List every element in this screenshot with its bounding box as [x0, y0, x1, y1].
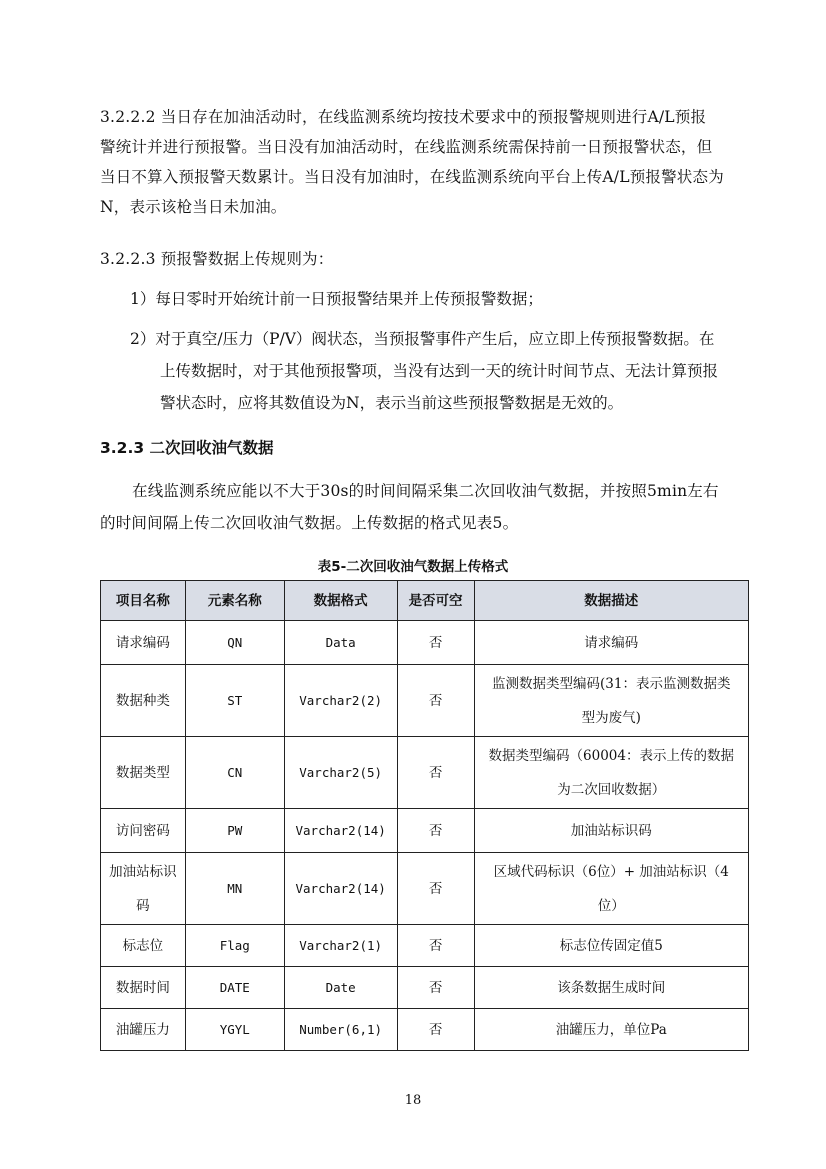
cell-nullable: 否 [397, 809, 474, 853]
cell-format: Varchar2(1) [284, 925, 397, 967]
cell-nullable: 否 [397, 853, 474, 925]
cell-name: 数据类型 [101, 737, 186, 809]
cell-nullable: 否 [397, 925, 474, 967]
paragraph-line: 的时间间隔上传二次回收油气数据。上传数据的格式见表5。 [100, 514, 519, 532]
table-row [101, 621, 749, 665]
cell-name-line: 码 [136, 897, 150, 914]
cell-format: Varchar2(5) [284, 737, 397, 809]
cell-format: Varchar2(14) [284, 809, 397, 853]
cell-desc [474, 665, 749, 737]
cell-nullable: 否 [397, 737, 474, 809]
cell-name: 标志位 [101, 925, 186, 967]
paragraph-line: N，表示该枪当日未加油。 [100, 198, 287, 216]
data-format-table [100, 580, 749, 1051]
table-row [101, 809, 749, 853]
cell-element: DATE [185, 967, 284, 1009]
list-item-line: 2）对于真空/压力（P/V）阀状态，当预报警事件产生后，应立即上传预报警数据。在 [130, 330, 715, 348]
paragraph-3-2-2-2 [100, 102, 750, 222]
cell-nullable: 否 [397, 967, 474, 1009]
table-row [101, 925, 749, 967]
cell-desc: 请求编码 [474, 621, 749, 665]
cell-desc-line: 为二次回收数据） [557, 781, 666, 798]
cell-desc-line: 区域代码标识（6位）+ 加油站标识（4 [493, 863, 729, 880]
paragraph-3-2-2-3: 3.2.2.3 预报警数据上传规则为： [100, 250, 334, 268]
table-row [101, 737, 749, 809]
cell-desc: 标志位传固定值5 [474, 925, 749, 967]
cell-name-line: 加油站标识 [109, 863, 177, 880]
cell-desc: 该条数据生成时间 [474, 967, 749, 1009]
cell-desc [474, 853, 749, 925]
table-caption: 表5-二次回收油气数据上传格式 [317, 559, 509, 575]
cell-element: PW [185, 809, 284, 853]
page-number: 18 [404, 1093, 422, 1108]
cell-nullable: 否 [397, 621, 474, 665]
list-item-2-cont [160, 356, 718, 418]
cell-desc-line: 型为废气) [581, 709, 641, 726]
column-header: 元素名称 [185, 581, 284, 621]
section-heading-3-2-3: 3.2.3 二次回收油气数据 [100, 439, 274, 457]
list-item-1: 1）每日零时开始统计前一日预报警结果并上传预报警数据； [130, 290, 543, 308]
cell-element: Flag [185, 925, 284, 967]
cell-element: QN [185, 621, 284, 665]
cell-element: ST [185, 665, 284, 737]
list-item-2 [130, 324, 714, 354]
cell-format: Number(6,1) [284, 1009, 397, 1051]
cell-desc [474, 737, 749, 809]
cell-format: Data [284, 621, 397, 665]
cell-desc-line: 监测数据类型编码(31：表示监测数据类 [492, 675, 731, 692]
paragraph-3-2-3 [100, 476, 750, 538]
cell-desc-line: 数据类型编码（60004：表示上传的数据 [488, 747, 734, 764]
column-header: 数据格式 [284, 581, 397, 621]
cell-desc: 油罐压力，单位Pa [474, 1009, 749, 1051]
cell-format: Varchar2(2) [284, 665, 397, 737]
list-item-line: 上传数据时，对于其他预报警项，当没有达到一天的统计时间节点、无法计算预报 [160, 362, 719, 380]
paragraph-line: 在线监测系统应能以不大于30s的时间间隔采集二次回收油气数据，并按照5min左右 [132, 482, 719, 500]
list-item-line: 警状态时，应将其数值设为N，表示当前这些预报警数据是无效的。 [160, 394, 624, 412]
column-header: 项目名称 [101, 581, 186, 621]
paragraph-line: 3.2.2.2 当日存在加油活动时，在线监测系统均按技术要求中的预报警规则进行A/L预报 [100, 108, 707, 126]
cell-name: 数据时间 [101, 967, 186, 1009]
cell-nullable: 否 [397, 1009, 474, 1051]
cell-name: 请求编码 [101, 621, 186, 665]
table-row [101, 967, 749, 1009]
paragraph-line: 警统计并进行预报警。当日没有加油活动时，在线监测系统需保持前一日预报警状态，但 [100, 138, 713, 156]
cell-element: YGYL [185, 1009, 284, 1051]
cell-element: MN [185, 853, 284, 925]
cell-name [101, 853, 186, 925]
cell-element: CN [185, 737, 284, 809]
cell-nullable: 否 [397, 665, 474, 737]
cell-desc: 加油站标识码 [474, 809, 749, 853]
cell-desc-line: 位） [597, 897, 625, 914]
table-header-row [101, 581, 749, 621]
table-row [101, 665, 749, 737]
table-row [101, 853, 749, 925]
cell-name: 油罐压力 [101, 1009, 186, 1051]
table-row [101, 1009, 749, 1051]
cell-name: 访问密码 [101, 809, 186, 853]
column-header: 数据描述 [474, 581, 749, 621]
cell-name: 数据种类 [101, 665, 186, 737]
column-header: 是否可空 [397, 581, 474, 621]
cell-format: Date [284, 967, 397, 1009]
paragraph-line: 当日不算入预报警天数累计。当日没有加油时，在线监测系统向平台上传A/L预报警状态为 [100, 168, 724, 186]
cell-format: Varchar2(14) [284, 853, 397, 925]
